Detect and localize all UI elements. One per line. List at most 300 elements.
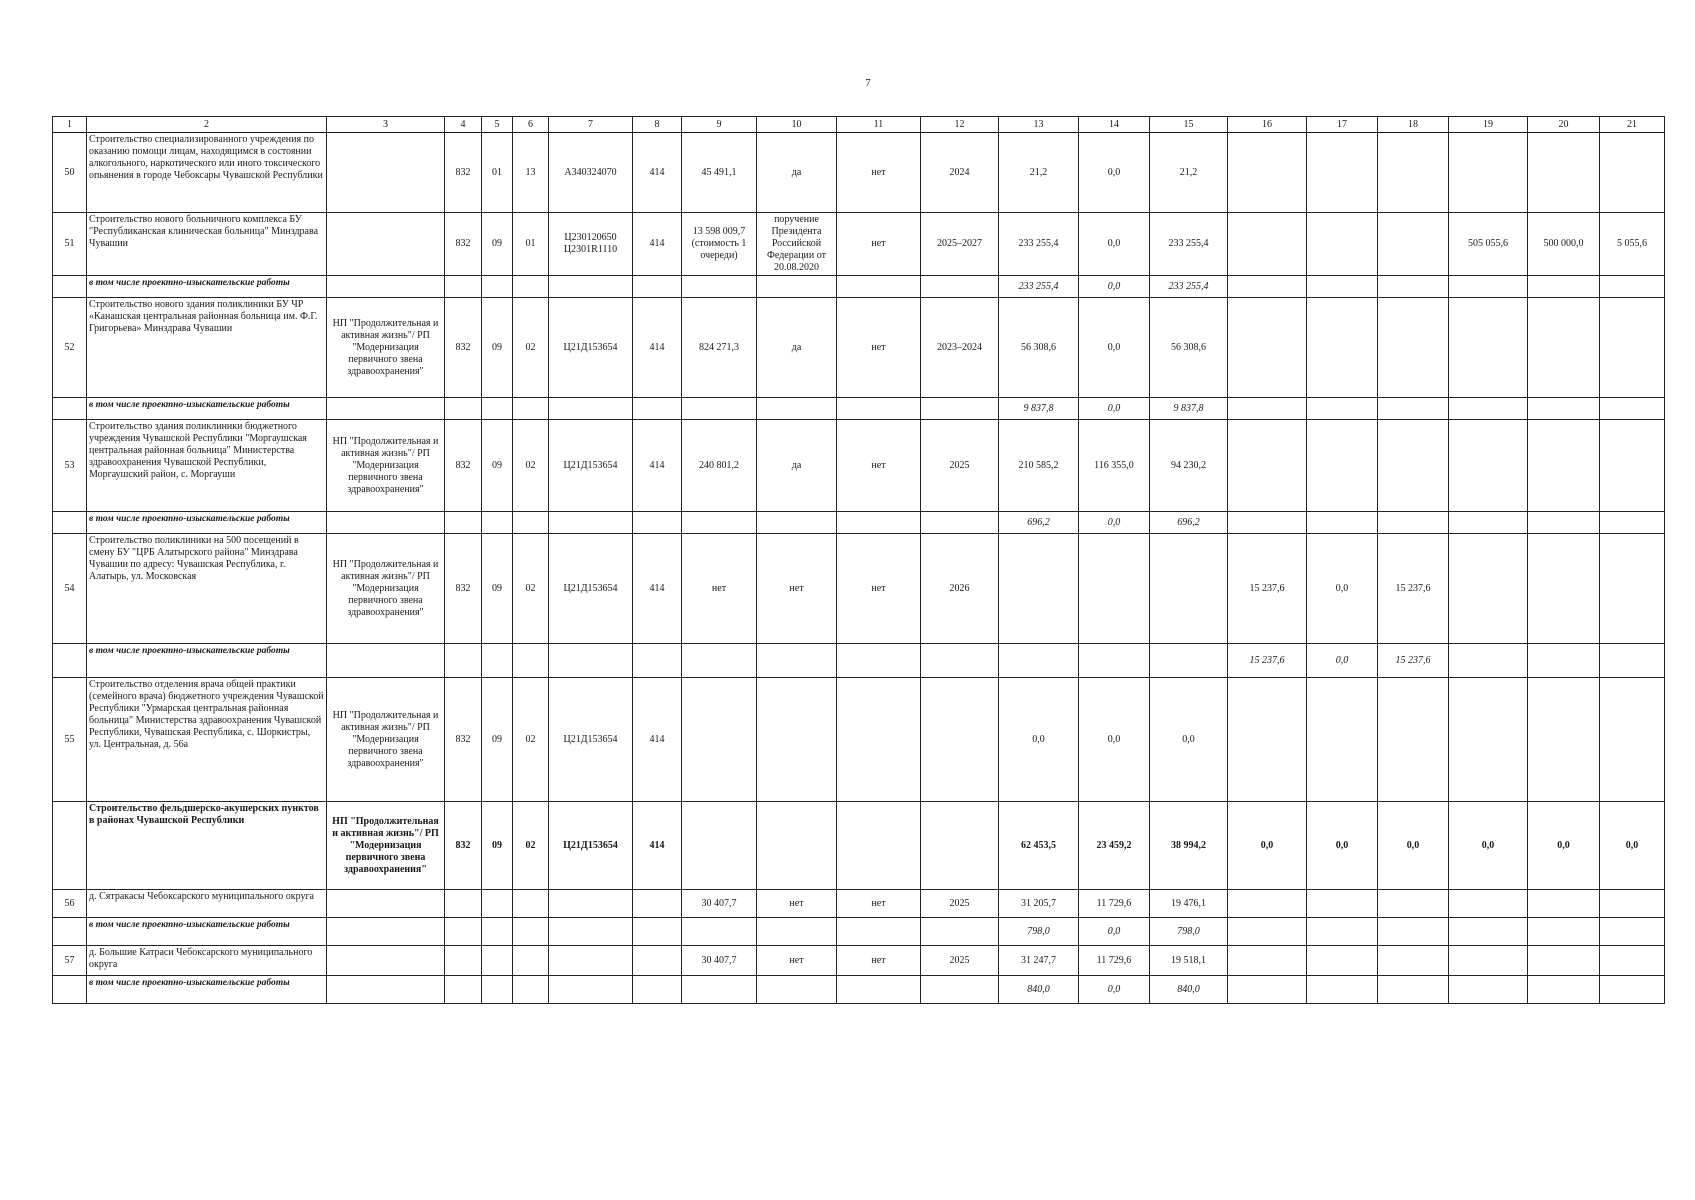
table-cell: нет (837, 420, 921, 512)
table-cell (513, 512, 549, 534)
table-cell: Ц21Д153654 (549, 420, 633, 512)
table-cell (682, 802, 757, 890)
table-cell: 21,2 (1150, 133, 1228, 213)
object-name: Строительство отделения врача общей практики (семейного врача) бюджетного учреждения Чувашской Республики "Урмарская центральная районная больница" Министерства здравоохранения Чувашской Республики, Чувашская Республика, с. Шоркистры, ул. Центральная, д. 56а (87, 678, 327, 802)
table-cell: 832 (445, 802, 482, 890)
table-cell: 832 (445, 298, 482, 398)
table-cell (1528, 946, 1600, 976)
table-cell: 19 476,1 (1150, 890, 1228, 918)
table-cell (482, 890, 513, 918)
table-cell: 832 (445, 133, 482, 213)
table-cell: А340324070 (549, 133, 633, 213)
table-cell (549, 890, 633, 918)
row-number: 53 (53, 420, 87, 512)
table-cell (1307, 276, 1378, 298)
table-cell (1307, 678, 1378, 802)
table-cell (921, 802, 999, 890)
table-cell: Ц21Д153654 (549, 802, 633, 890)
table-cell (1228, 276, 1307, 298)
table-cell (1449, 298, 1528, 398)
table-cell (549, 276, 633, 298)
project-name: НП "Продолжительная и активная жизнь"/ РП "Модернизация первичного звена здравоохранения" (327, 802, 445, 890)
table-cell: нет (757, 890, 837, 918)
table-cell: 824 271,3 (682, 298, 757, 398)
table-cell: нет (837, 133, 921, 213)
object-name: Строительство фельдшерско-акушерских пунктов в районах Чувашской Республики (87, 802, 327, 890)
table-cell (1449, 398, 1528, 420)
table-cell (1307, 512, 1378, 534)
subtotal-row (53, 398, 1665, 420)
table-cell (1600, 298, 1665, 398)
table-cell: нет (757, 946, 837, 976)
table-cell (1449, 534, 1528, 644)
table-cell (1378, 976, 1449, 1004)
table-cell (1449, 420, 1528, 512)
table-cell (1449, 918, 1528, 946)
table-cell: 0,0 (1528, 802, 1600, 890)
table-cell: 31 205,7 (999, 890, 1079, 918)
table-row (53, 802, 1665, 890)
table-cell (1528, 512, 1600, 534)
table-cell: 240 801,2 (682, 420, 757, 512)
table-cell (549, 512, 633, 534)
table-cell: 02 (513, 420, 549, 512)
table-cell: 832 (445, 678, 482, 802)
table-cell: 0,0 (1378, 802, 1449, 890)
page-number: 7 (865, 77, 871, 89)
row-number: 54 (53, 534, 87, 644)
object-name: в том числе проектно-изыскательские работы (87, 976, 327, 1004)
object-name: д. Большие Катраси Чебоксарского муниципального округа (87, 946, 327, 976)
object-name: в том числе проектно-изыскательские работы (87, 918, 327, 946)
object-name: Строительство поликлиники на 500 посещений в смену БУ "ЦРБ Алатырского района" Минздрава Чувашии по адресу: Чувашская Республика, г. Алатырь, ул. Московская (87, 534, 327, 644)
table-cell: нет (837, 534, 921, 644)
table-cell: 15 237,6 (1228, 644, 1307, 678)
table-cell (633, 890, 682, 918)
table-cell: 9 837,8 (999, 398, 1079, 420)
column-number: 15 (1150, 117, 1228, 133)
table-cell: 2024 (921, 133, 999, 213)
table-cell: 15 237,6 (1378, 534, 1449, 644)
subtotal-row (53, 276, 1665, 298)
row-number (53, 802, 87, 890)
table-cell (633, 976, 682, 1004)
table-cell (1600, 534, 1665, 644)
table-cell: 56 308,6 (999, 298, 1079, 398)
row-number: 56 (53, 890, 87, 918)
table-cell: 09 (482, 420, 513, 512)
table-cell: 414 (633, 298, 682, 398)
table-cell (1600, 398, 1665, 420)
table-cell: 0,0 (1307, 802, 1378, 890)
table-cell (1528, 678, 1600, 802)
table-cell: 02 (513, 534, 549, 644)
table-cell: 45 491,1 (682, 133, 757, 213)
table-cell (1079, 534, 1150, 644)
table-cell: 30 407,7 (682, 946, 757, 976)
table-cell (1449, 512, 1528, 534)
table-cell (682, 976, 757, 1004)
table-cell (549, 976, 633, 1004)
table-cell (513, 918, 549, 946)
table-cell (1378, 276, 1449, 298)
column-number: 9 (682, 117, 757, 133)
table-cell (1378, 890, 1449, 918)
row-number (53, 644, 87, 678)
table-cell (1378, 946, 1449, 976)
project-name: НП "Продолжительная и активная жизнь"/ РП "Модернизация первичного звена здравоохранения" (327, 420, 445, 512)
table-cell: 414 (633, 213, 682, 276)
project-name: НП "Продолжительная и активная жизнь"/ РП "Модернизация первичного звена здравоохранения" (327, 678, 445, 802)
table-cell (682, 512, 757, 534)
row-number: 50 (53, 133, 87, 213)
table-cell: 2025 (921, 420, 999, 512)
table-cell: 94 230,2 (1150, 420, 1228, 512)
object-name: Строительство специализированного учреждения по оказанию помощи лицам, находящимся в состоянии алкогольного, наркотического или иного токсического опьянения в городе Чебоксары Чувашской Республики (87, 133, 327, 213)
table-cell (1600, 976, 1665, 1004)
table-cell (1307, 420, 1378, 512)
project-name: НП "Продолжительная и активная жизнь"/ РП "Модернизация первичного звена здравоохранения" (327, 298, 445, 398)
table-row (53, 298, 1665, 398)
table-cell: 02 (513, 678, 549, 802)
row-number (53, 918, 87, 946)
table-cell: 2026 (921, 534, 999, 644)
table-cell: 23 459,2 (1079, 802, 1150, 890)
column-number: 8 (633, 117, 682, 133)
table-cell: 0,0 (1307, 644, 1378, 678)
table-cell (837, 976, 921, 1004)
column-number: 20 (1528, 117, 1600, 133)
table-cell: 798,0 (1150, 918, 1228, 946)
table-cell: 31 247,7 (999, 946, 1079, 976)
table-cell (757, 644, 837, 678)
table-cell (1307, 918, 1378, 946)
table-cell: 13 598 009,7 (стоимость 1 очереди) (682, 213, 757, 276)
table-cell (837, 678, 921, 802)
table-cell: 0,0 (1228, 802, 1307, 890)
table-cell (549, 946, 633, 976)
row-number: 57 (53, 946, 87, 976)
subtotal-row (53, 644, 1665, 678)
row-number (53, 276, 87, 298)
table-cell (1228, 890, 1307, 918)
table-cell (1228, 918, 1307, 946)
table-cell (1228, 398, 1307, 420)
column-number: 14 (1079, 117, 1150, 133)
object-name: Строительство здания поликлиники бюджетного учреждения Чувашской Республики "Моргаушская центральная районная больница" Министерства здравоохранения Чувашской Республики, Моргаушский район, с. Моргауши (87, 420, 327, 512)
object-name: в том числе проектно-изыскательские работы (87, 276, 327, 298)
row-number: 52 (53, 298, 87, 398)
table-cell: 505 055,6 (1449, 213, 1528, 276)
table-cell: 210 585,2 (999, 420, 1079, 512)
table-cell (549, 398, 633, 420)
table-cell: 09 (482, 678, 513, 802)
table-cell: 414 (633, 678, 682, 802)
table-cell: 09 (482, 298, 513, 398)
table-cell (1378, 398, 1449, 420)
table-cell: 02 (513, 802, 549, 890)
table-cell (999, 534, 1079, 644)
table-cell: 116 355,0 (1079, 420, 1150, 512)
table-cell (1378, 918, 1449, 946)
table-cell (1528, 420, 1600, 512)
table-cell (1600, 890, 1665, 918)
table-cell (1228, 512, 1307, 534)
table-cell (921, 398, 999, 420)
table-cell: нет (682, 534, 757, 644)
table-cell (1528, 276, 1600, 298)
table-cell (1228, 213, 1307, 276)
subtotal-row (53, 918, 1665, 946)
table-cell (1528, 918, 1600, 946)
table-cell: Ц21Д153654 (549, 534, 633, 644)
table-cell (513, 890, 549, 918)
table-cell: 0,0 (1079, 976, 1150, 1004)
table-cell: 5 055,6 (1600, 213, 1665, 276)
table-cell: 832 (445, 213, 482, 276)
column-number: 2 (87, 117, 327, 133)
table-cell (757, 976, 837, 1004)
table-cell: нет (837, 213, 921, 276)
table-cell: 15 237,6 (1228, 534, 1307, 644)
table-cell: 696,2 (999, 512, 1079, 534)
object-name: в том числе проектно-изыскательские работы (87, 512, 327, 534)
table-cell: 414 (633, 802, 682, 890)
table-cell (921, 678, 999, 802)
table-cell: 0,0 (1449, 802, 1528, 890)
table-cell (1307, 133, 1378, 213)
table-cell (837, 644, 921, 678)
table-cell (482, 276, 513, 298)
table-cell (1528, 976, 1600, 1004)
column-number: 6 (513, 117, 549, 133)
table-cell: 9 837,8 (1150, 398, 1228, 420)
table-cell: 02 (513, 298, 549, 398)
table-cell: 01 (482, 133, 513, 213)
table-cell: 19 518,1 (1150, 946, 1228, 976)
table-row (53, 420, 1665, 512)
table-cell (1228, 420, 1307, 512)
table-row (53, 946, 1665, 976)
column-number: 1 (53, 117, 87, 133)
column-number: 11 (837, 117, 921, 133)
table-cell (633, 512, 682, 534)
table-cell: поручение Президента Российской Федерации от 20.08.2020 (757, 213, 837, 276)
project-name (327, 512, 445, 534)
table-cell (513, 276, 549, 298)
table-cell (1150, 534, 1228, 644)
table-cell: 2023–2024 (921, 298, 999, 398)
project-name (327, 213, 445, 276)
table-cell (633, 398, 682, 420)
table-cell (1307, 398, 1378, 420)
table-cell (921, 918, 999, 946)
table-cell (1600, 946, 1665, 976)
table-cell (1528, 644, 1600, 678)
table-cell (757, 276, 837, 298)
table-cell (1600, 678, 1665, 802)
project-name: НП "Продолжительная и активная жизнь"/ РП "Модернизация первичного звена здравоохранения" (327, 534, 445, 644)
column-number: 3 (327, 117, 445, 133)
project-name (327, 918, 445, 946)
table-cell: 233 255,4 (999, 213, 1079, 276)
table-cell: 0,0 (1079, 918, 1150, 946)
table-cell: 56 308,6 (1150, 298, 1228, 398)
table-cell (482, 512, 513, 534)
table-cell: 0,0 (1079, 276, 1150, 298)
project-name (327, 946, 445, 976)
column-number: 17 (1307, 117, 1378, 133)
object-name: в том числе проектно-изыскательские работы (87, 644, 327, 678)
table-cell: 0,0 (1079, 213, 1150, 276)
table-cell: 09 (482, 213, 513, 276)
table-cell (1150, 644, 1228, 678)
table-cell (682, 398, 757, 420)
column-number: 16 (1228, 117, 1307, 133)
table-cell: 2025 (921, 946, 999, 976)
table-cell: Ц230120650 Ц2301R1110 (549, 213, 633, 276)
table-row (53, 213, 1665, 276)
table-cell (921, 276, 999, 298)
table-cell (1449, 276, 1528, 298)
table-cell (837, 918, 921, 946)
column-number: 18 (1378, 117, 1449, 133)
table-cell (757, 802, 837, 890)
table-cell (1600, 420, 1665, 512)
table-cell (633, 918, 682, 946)
table-cell: 414 (633, 420, 682, 512)
table-cell (513, 946, 549, 976)
table-cell: 2025 (921, 890, 999, 918)
table-cell (1528, 298, 1600, 398)
column-number: 4 (445, 117, 482, 133)
table-cell (513, 976, 549, 1004)
table-cell (757, 678, 837, 802)
table-cell (1600, 918, 1665, 946)
table-cell (445, 890, 482, 918)
investment-table (52, 116, 1665, 1004)
table-cell: 0,0 (1079, 512, 1150, 534)
table-cell: 696,2 (1150, 512, 1228, 534)
table-cell (1228, 133, 1307, 213)
table-cell (757, 398, 837, 420)
project-name (327, 276, 445, 298)
project-name (327, 644, 445, 678)
table-cell: да (757, 298, 837, 398)
table-cell (1528, 398, 1600, 420)
table-cell: 233 255,4 (999, 276, 1079, 298)
table-cell (482, 644, 513, 678)
table-cell (1449, 133, 1528, 213)
table-cell (1307, 298, 1378, 398)
table-cell (445, 276, 482, 298)
table-cell (445, 918, 482, 946)
table-cell (1378, 420, 1449, 512)
table-cell: 0,0 (999, 678, 1079, 802)
table-cell: Ц21Д153654 (549, 678, 633, 802)
table-cell (682, 918, 757, 946)
table-cell: 500 000,0 (1528, 213, 1600, 276)
column-number: 13 (999, 117, 1079, 133)
column-number: 21 (1600, 117, 1665, 133)
table-cell (837, 398, 921, 420)
table-cell (1449, 890, 1528, 918)
table-cell: 233 255,4 (1150, 276, 1228, 298)
table-cell (445, 512, 482, 534)
subtotal-row (53, 512, 1665, 534)
table-cell: 2025–2027 (921, 213, 999, 276)
project-name (327, 133, 445, 213)
table-cell (482, 976, 513, 1004)
table-cell: нет (837, 946, 921, 976)
project-name (327, 398, 445, 420)
table-cell: 38 994,2 (1150, 802, 1228, 890)
table-cell: 0,0 (1600, 802, 1665, 890)
table-cell: Ц21Д153654 (549, 298, 633, 398)
table-cell (1228, 946, 1307, 976)
table-cell: 0,0 (1307, 534, 1378, 644)
table-cell (1378, 213, 1449, 276)
table-cell: нет (757, 534, 837, 644)
table-cell: да (757, 420, 837, 512)
table-cell: 11 729,6 (1079, 946, 1150, 976)
table-cell: 09 (482, 534, 513, 644)
table-cell (1079, 644, 1150, 678)
table-cell (682, 276, 757, 298)
table-cell (549, 918, 633, 946)
table-cell (837, 802, 921, 890)
table-row (53, 133, 1665, 213)
table-cell (837, 276, 921, 298)
table-cell (445, 946, 482, 976)
table-cell (682, 678, 757, 802)
column-number: 5 (482, 117, 513, 133)
table-cell: 62 453,5 (999, 802, 1079, 890)
table-cell: 832 (445, 420, 482, 512)
table-cell (633, 946, 682, 976)
table-cell: 840,0 (999, 976, 1079, 1004)
column-number-row (53, 117, 1665, 133)
table-cell: 0,0 (1079, 133, 1150, 213)
table-row (53, 678, 1665, 802)
table-cell (633, 644, 682, 678)
table-cell: нет (837, 298, 921, 398)
subtotal-row (53, 976, 1665, 1004)
table-cell (482, 398, 513, 420)
row-number: 55 (53, 678, 87, 802)
column-number: 10 (757, 117, 837, 133)
table-cell: нет (837, 890, 921, 918)
project-name (327, 890, 445, 918)
table-cell: 13 (513, 133, 549, 213)
table-cell: 01 (513, 213, 549, 276)
table-cell (757, 918, 837, 946)
row-number: 51 (53, 213, 87, 276)
table-cell (1528, 534, 1600, 644)
table-cell: 30 407,7 (682, 890, 757, 918)
table-cell (1307, 213, 1378, 276)
table-cell (1307, 946, 1378, 976)
table-cell: 233 255,4 (1150, 213, 1228, 276)
object-name: Строительство нового здания поликлиники БУ ЧР «Канашская центральная районная больница им. Ф.Г. Григорьева» Минздрава Чувашии (87, 298, 327, 398)
table-cell (513, 398, 549, 420)
table-cell: 414 (633, 534, 682, 644)
table-cell (513, 644, 549, 678)
object-name: д. Сятракасы Чебоксарского муниципального округа (87, 890, 327, 918)
table-cell (482, 946, 513, 976)
table-cell (445, 976, 482, 1004)
table-cell (921, 976, 999, 1004)
